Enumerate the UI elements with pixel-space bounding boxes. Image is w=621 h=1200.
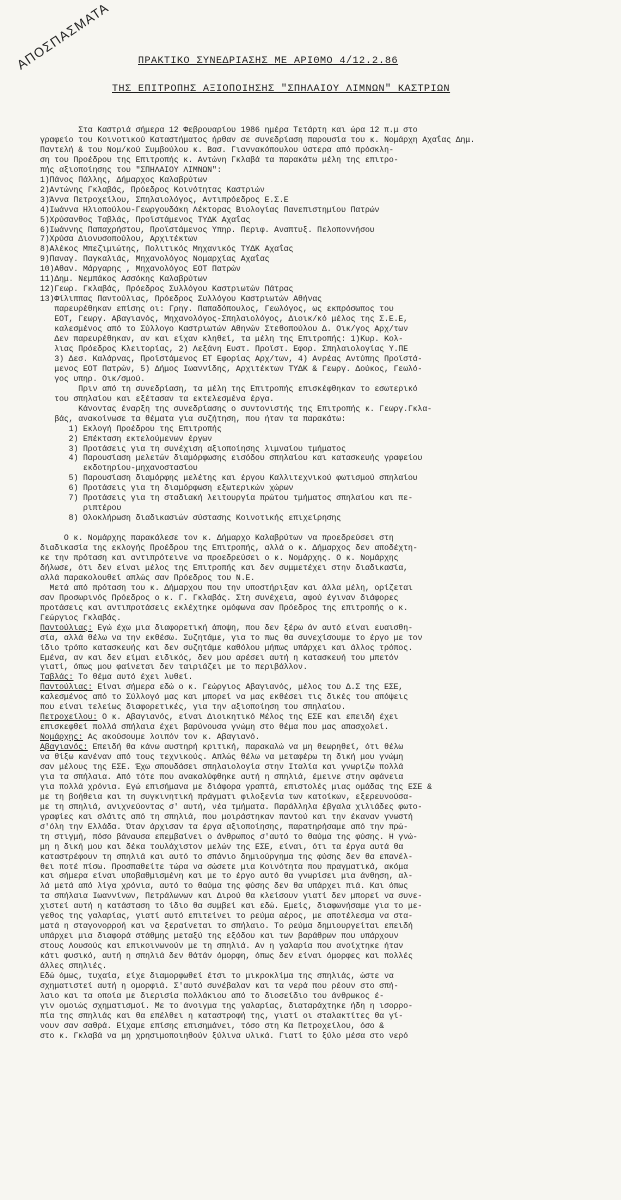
text-line: ριπτέρου — [40, 504, 122, 514]
text-line — [40, 524, 588, 534]
text-line: γραφείο του Κοινοτικού Καταστήματος ήρθαν σε συνεδρίαση παρουσία του κ. Νομάρχη Αχαΐας Δημ. — [40, 135, 475, 145]
speaker-name: Νομάρχης: — [40, 733, 84, 743]
text-line: 6)Ιωάννης Παπαχρήστου, Προϊστάμενος Υπηρ. Περιφ. Αναπτυξ. Πελοποννήσου — [40, 225, 375, 235]
text-line: να θίξω κανέναν από τους τεχνικούς. Απλώς θέλω να μεταφέρω τη δική μου γνώμη — [40, 753, 404, 763]
text-line: για τα σπήλαια. Από τότε που ανακαλύφθηκε αυτή η σπηλιά, έμεινε στην αφάνεια — [40, 772, 404, 782]
text-line: 4) Παρουσίαση μελετών διαμόρφωσης εισόδου σπηλαίου και κατασκευής γραφείου — [40, 454, 423, 464]
text-line: τα σπήλαια Ιωαννίνων, Πετράλωνων και Διρού θα κλείσουν γιατί δεν μπορεί να συνε- — [40, 892, 423, 902]
text-line: άλλες σπηλιές. — [40, 962, 107, 972]
speaker-name: Αβαγιανός: — [40, 743, 88, 753]
text-line: γιν ομοιώς σχηματισμοί. Με το άνοιγμα της γαλαρίας, διαταράχτηκε ήδη η ισορρο- — [40, 1001, 413, 1011]
text-line: ση του Προέδρου της Επιτροπής κ. Αντώνη Γκλαβά τα παρακάτω μέλη της επιτρο- — [40, 155, 399, 165]
text-line: θει ποτέ πίσω. Προσπαθείτε τώρα να σώσετε μια Κοινότητα που πραγματικά, ακόμα — [40, 862, 408, 872]
text-line: 7) Προτάσεις για τη σταδιακή λειτουργία πρώτου τμήματος σπηλαίου και πε- — [40, 494, 413, 504]
text-line: Παντούλιας: Είναι σήμερα εδώ ο κ. Γεώργιος Αβαγιανός, μέλος του Δ.Σ της ΕΣΕ, — [40, 683, 404, 693]
text-line: τη στιγμή, πόσο βάναυσα επεμβαίνει ο άνθρωπος σ'αυτό το θαύμα της φύσης. Η γνώ- — [40, 832, 418, 842]
text-line: πής αξιοποίησης του "ΣΠΗΛΑΙΟΥ ΛΙΜΝΩΝ": — [40, 165, 222, 175]
text-line: μη η δική μου και δέκα τουλάχιστον μελών της ΕΣΕ, είναι, ότι τα έργα αυτά θα — [40, 842, 404, 852]
text-line: Ταβλάς: Το θέμα αυτό έχει λυθεί. — [40, 673, 193, 683]
text-line: για πολλά χρόνια. Εγώ επισήμανα με διάφορα γραπτά, επιστολές μιας ομάδας της ΕΣΕ & — [40, 782, 432, 792]
text-line: 5)Χρύσανθος Ταβλάς, Προϊστάμενος ΤΥΔΚ Αχαΐας — [40, 215, 251, 225]
text-line: Παντούλιας: Εγώ έχω μια διαφορετική άποψη, που δεν ξέρω άν αυτό είναι ευαισθη- — [40, 623, 413, 633]
text-line: επισκεφθεί πολλά σπήλαια έχει βαρύνουσα γνώμη στο θέμα που μας απασχολεί. — [40, 723, 389, 733]
text-line: που είναι τελείως διαφορετικές, για την αξιοποίηση του σπηλαίου. — [40, 703, 346, 713]
text-line: σαν μέλους της ΕΣΕ. Έχω σπουδάσει σπηλαιολογία στην Ιταλία και γνωρίζω πολλά — [40, 763, 404, 772]
text-line: 1) Εκλογή Προέδρου της Επιτροπής — [40, 424, 222, 434]
text-line: υπάρχει μια διαφορά στάθμης μεταξύ της εξόδου και των βαράθρων που υπάρχουν — [40, 932, 399, 942]
text-line: Μετά από πρόταση του κ. Δήμαρχου που την υποστήριξαν και άλλα μέλη, ορίζεται — [40, 583, 413, 593]
text-line: γος υπηρ. Οικ/σμού. — [40, 374, 146, 384]
text-line: 8)Αλέκος Μπεζιμιώτης, Πολιτικός Μηχανικός ΤΥΔΚ Αχαΐας — [40, 245, 294, 255]
text-line: νουν σαν σαθρά. Είχαμε επίσης επισημάνει, τόσο στη Κα Πετροχείλου, όσο & — [40, 1021, 385, 1031]
text-line: λά μετά από λίγα χρόνια, αυτό το θαύμα της φύσης δεν θα υπάρχει πιά. Και όπως — [40, 882, 408, 892]
text-line: 5) Παρουσίαση διαμόρφης μελέτης και έργου Καλλιτεχνικού φωτισμού σπηλαίου — [40, 474, 418, 484]
text-line: 12)Γεωρ. Γκλαβάς, Πρόεδρος Συλλόγου Καστριωτών Πάτρας — [40, 285, 294, 295]
text-line: του σπηλαίου και εξέτασαν τα εκτελεσμένα έργα. — [40, 394, 275, 404]
speaker-name: Πετροχείλου: — [40, 713, 98, 723]
text-line: 3)Άννα Πετροχείλου, Σπηλαιολόγος, Αντιπρόεδρος Ε.Σ.Ε — [40, 195, 289, 205]
speaker-name: Παντούλιας: — [40, 623, 93, 633]
text-line: 8) Ολοκλήρωση διαδικασιών σύστασης Κοινοτικής επιχείρησης — [40, 514, 342, 524]
text-line: Παντελή & του Νομ/κού Συμβούλου κ. Βασ. Γιαννακόπουλου ύστερα από πρόσκλη- — [40, 145, 394, 155]
speaker-name: Ταβλάς: — [40, 673, 74, 683]
speaker-name: Παντούλιας: — [40, 683, 93, 693]
committee-title: ΤΗΣ ΕΠΙΤΡΟΠΗΣ ΑΞΙΟΠΟΙΗΣΗΣ "ΣΠΗΛΑΙΟΥ ΛΙΜΝΩΝ" ΚΑΣΤΡΙΩΝ — [112, 84, 451, 95]
text-line: καταστρέφουν τη σπηλιά και αυτό το σπάνιο δημιούργημα της φύσης δεν θα επανέλ- — [40, 852, 413, 862]
text-line: ίδιο τρόπο κατασκευής και δεν συζητάμε καθόλου μήπως υπάρχει και άλλος τρόπος. — [40, 643, 413, 653]
text-line: κε την πρόταση και αντιπρότεινε να προεδρεύσει ο κ. Νομάρχης. Ο κ. Νομάρχης — [40, 553, 399, 563]
text-line: σχηματιστεί αυτή η ομορφιά. Σ'αυτό συνέβαλαν και τα νερά που ρέουν στο σπή- — [40, 981, 399, 991]
text-line: μενος ΕΟΤ Πατρών, 5) Δήμος Ιωαννίδης, Αρχιτέκτων ΤΥΔΚ & Γεωργ. Δούκος, Γεωλό- — [40, 364, 423, 374]
text-line: σία, αλλά θέλω να την εκθέσω. Συζητάμε, για το πως θα συνεχίσουμε το έργο με τον — [40, 633, 423, 643]
text-line: ΕΟΤ, Γεωργ. Αβαγιανός, Μηχανολόγος-Σπηλαιολόγος, Διοικ/κό μέλος της Σ.Ε.Ε, — [40, 315, 408, 325]
text-line: γραφίες και σλάιτς από τη σπηλιά, που μοιράστηκαν παντού και την έκαναν γνωστή — [40, 812, 413, 822]
text-line: Πριν από τη συνεδρίαση, τα μέλη της Επιτροπής επισκέφθηκαν το εσωτερικό — [40, 384, 418, 394]
text-line: 7)Χρύσα Διονυσοπούλου, Αρχιτέκτων — [40, 235, 198, 245]
text-line: γεθος της γαλαρίας, γιατί αυτό επιτείνει το ρεύμα αέρος, με αποτέλεσμα να στα- — [40, 912, 413, 922]
text-line: στο κ. Γκλαβά να μη χρησιμοποιηθούν ξύλινα υλικά. Γιατί το ξύλο μέσα στο νερό — [40, 1031, 408, 1041]
text-line: κάτι φυσικό, αυτή η σπηλιά δεν θάτάν όμορφη, όπως δεν είναι όμορφες και πολλές — [40, 952, 413, 962]
document-body — [40, 126, 588, 1196]
minutes-title: ΠΡΑΚΤΙΚΟ ΣΥΝΕΔΡΙΑΣΗΣ ΜΕ ΑΡΙΘΜΟ 4/12.2.86 — [138, 56, 399, 67]
text-line: διαδικασία της εκλογής Προέδρου της Επιτροπής, αλλά ο κ. Δήμαρχος δεν αποδέχτη- — [40, 544, 418, 554]
text-line: 11)Δημ. Νεμπάκος Ασσόκης Καλαβρύτων — [40, 275, 208, 285]
text-line: δήλωσε, ότι δεν είναι μέλος της Επιτροπής και δεν συμμετέχει στην διαδικασία, — [40, 563, 408, 573]
text-line: καλεσμένος από το Σύλλογό μας και μπορεί να μας εκθέσει τις δικές του απόψεις — [40, 693, 408, 703]
text-line: και σήμερα είναι υποβαθμισμένη και με το έργο αυτό θα γνωρίσει μια άνθηση, αλ- — [40, 872, 413, 882]
text-line: σ'όλη την Ελλάδα. Όταν άρχισαν τα έργα αξιοποίησης, παρατηρήσαμε από την πρώ- — [40, 822, 408, 832]
text-line: βάς, ανακοίνωσε τα θέματα για συζήτηση, που ήταν τα παρακάτω: — [40, 414, 346, 424]
text-line: Κάνοντας έναρξη της συνεδρίασης ο συντονιστής της Επιτροπής κ. Γεωργ.Γκλα- — [40, 404, 432, 414]
text-line: Αβαγιανός: Επειδή θα κάνω αυστηρή κριτική, παρακαλώ να μη θεωρηθεί, ότι θέλω — [40, 743, 404, 753]
text-line: με τη βοήθεια και τη συγκινητική πράγματι φιλοξενία των κατοίκων, εξερευνούσα- — [40, 792, 413, 802]
text-line: Πετροχείλου: Ο κ. Αβαγιανός, είναι Διοικητικό Μέλος της ΕΣΕ και επειδή έχει — [40, 713, 399, 723]
text-line: 1)Πάνος Πάλλης, Δήμαρχος Καλαβρύτων — [40, 175, 208, 185]
text-line: λαιο και τα οποία με διερισία πολλάκιου από το διοσείδιο του άνθρωκος έ- — [40, 991, 385, 1001]
text-line: 4)Ιωάννα Ηλιοπούλου-Γεωργουδάκη Λέκτορας Βιολογίας Πανεπιστημίου Πατρών — [40, 205, 380, 215]
text-line: 3) Προτάσεις για τη συνέχιση αξιοποίησης λιμναίου τμήματος — [40, 444, 346, 454]
text-line: παρευρέθηκαν επίσης οι: Γρηγ. Παπαδόπουλος, Γεωλόγος, ως εκπρόσωπος του — [40, 305, 394, 315]
text-line: Στα Καστριά σήμερα 12 Φεβρουαρίου 1986 ημέρα Τετάρτη και ώρα 12 π.μ στο — [40, 126, 418, 135]
text-line: 6) Προτάσεις για τη διαμόρφωση εξωτερικών χώρων — [40, 484, 294, 494]
text-line: λιας Πρόεδρος Κλειτορίας, 2) Λεξάνη Ευστ. Προϊστ. Εφορ. Σπηλαιολογίας Υ.ΠΕ — [40, 344, 408, 354]
text-line: σαν Προσωρινός Πρόεδρος ο κ. Γ. Γκλαβάς. Στη συνέχεια, αφού έγιναν διάφορες — [40, 593, 399, 603]
text-line: 13)Φίλιππας Παντούλιας, Πρόεδρος Συλλόγου Καστριωτών Αθήνας — [40, 295, 322, 305]
text-line: Δεν παρευρέθηκαν, αν και είχαν κληθεί, τα μέλη της Επιτροπής: 1)Κυρ. Κολ- — [40, 335, 404, 345]
extracts-stamp: ΑΠΟΣΠΑΣΜΑΤΑ — [14, 0, 112, 73]
text-line: Νομάρχης: Ας ακούσουμε λοιπόν τον κ. Αβαγιανό. — [40, 733, 260, 743]
text-line: καλεσμένος από το Σύλλογο Καστριωτών Αθηνών Στεθοπούλου Δ. Οικ/γος Αρχ/των — [40, 325, 408, 335]
text-line: 2) Επέκταση εκτελούμενων έργων — [40, 434, 213, 444]
text-line: 2)Αντώνης Γκλαβάς, Πρόεδρος Κοινότητας Καστριών — [40, 185, 265, 195]
text-line: 3) Δεσ. Καλάρνας, Προϊστάμενος ΕΤ Εφορίας Αρχ/των, 4) Ανρέας Αντύπης Προϊστά- — [40, 354, 423, 364]
text-line: πία της σπηλιάς και θα επέλθει η καταστροφή της, γιατί οι σταλακτίτες θα γί- — [40, 1011, 404, 1021]
text-line: Εδώ όμως, τυχαία, είχε διαμορφωθεί έτσι το μικροκλίμα της σπηλιάς, ώστε να — [40, 972, 394, 982]
text-line: χιστεί αυτή η κατάσταση το ίδιο θα συμβεί και εδώ. Εμείς, διαφωνήσαμε για το με- — [40, 902, 423, 912]
text-line: Εμένα, αν και δεν είμαι ειδικός, δεν μου αρέσει αυτή η κατασκευή του μπετόν — [40, 653, 399, 663]
text-line: αλλά παρακολουθεί απλώς σαν Πρόεδρος του Ν.Ε. — [40, 573, 256, 583]
text-line: γιατί, όπως μου φαίνεται δεν ταιριάζει με το περιβάλλον. — [40, 663, 308, 673]
text-line: με τη σπηλιά, ανιχνεύοντας σ' αυτή, νέα τμήματα. Παράλληλα έβγαλα χιλιάδες φωτο- — [40, 802, 423, 812]
text-line: εκδοτηρίου-μηχανοστασίου — [40, 464, 198, 474]
text-line: ματά η σταγονορροή και να ξεραίνεται το σπήλαιο. Το ρεύμα δημιουργείται επειδή — [40, 922, 413, 932]
text-line: προτάσεις και αντιπροτάσεις εκλέχτηκε ομόφωνα σαν Πρόεδρος της επιτροπής ο κ. — [40, 603, 408, 613]
text-line: Ο κ. Νομάρχης παρακάλεσε τον κ. Δήμαρχο Καλαβρύτων να προεδρεύσει στη — [40, 534, 394, 544]
text-line: στους Λουσούς και επικοινωνούν με τη σπηλιά. Αν η γαλαρία που ανοίχτηκε ήταν — [40, 942, 404, 952]
text-line: 9)Παναγ. Παγκαλιάς, Μηχανολόγος Νομαρχίας Αχαΐας — [40, 255, 270, 265]
text-line: 10)Αθαν. Μάργαρης , Μηχανολόγος ΕΟΤ Πατρών — [40, 265, 241, 275]
text-line: Γεώργιος Γκλαβάς. — [40, 613, 122, 623]
